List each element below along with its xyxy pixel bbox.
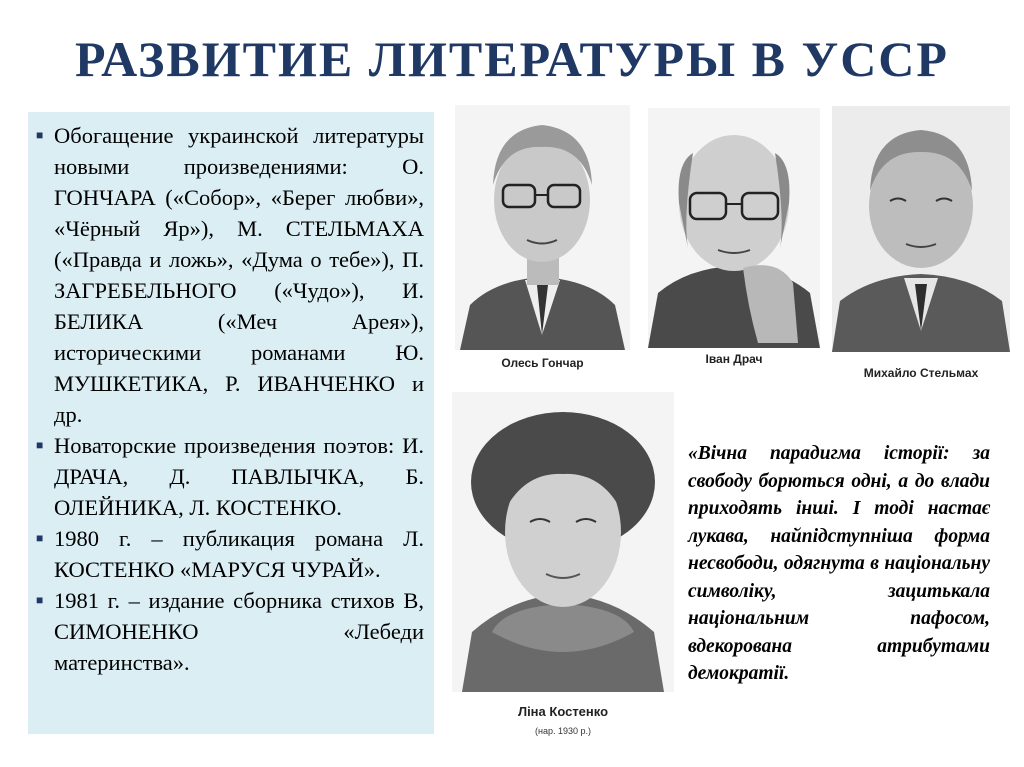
- bullet-square-icon: ■: [36, 438, 44, 452]
- caption-kostenko: Ліна Костенко: [517, 704, 609, 719]
- bullet-item: [36, 120, 424, 430]
- bullet-square-icon: ■: [36, 128, 44, 142]
- portrait-stelmakh: [832, 106, 1010, 352]
- caption-drach: Іван Драч: [705, 352, 763, 366]
- bullet-square-icon: ■: [36, 593, 44, 607]
- bullet-list-panel: [28, 112, 434, 734]
- quote-text: «Вічна парадигма історії: за свободу борються одні, а до влади приходять інші. І тоді настає лукава, найпідступніша форма несвободи, одягнута в національну символіку, зацитькала національним пафосом, вдекорована атрибутами демократії.: [688, 443, 990, 684]
- bullet-item: [36, 430, 424, 523]
- caption-honchar: Олесь Гончар: [501, 356, 584, 370]
- slide-title: РАЗВИТИЕ ЛИТЕРАТУРЫ В УССР: [75, 31, 949, 87]
- bullet-item: [36, 585, 424, 678]
- bullet-text: 1980 г. – публикация романа Л. КОСТЕНКО «МАРУСЯ ЧУРАЙ».: [54, 526, 424, 582]
- portrait-kostenko: [452, 392, 674, 692]
- bullet-text: Новаторские произведения поэтов: И. ДРАЧА, Д. ПАВЛЫЧКА, Б. ОЛЕЙНИКА, Л. КОСТЕНКО.: [54, 433, 424, 520]
- bullet-item: [36, 523, 424, 585]
- caption-kostenko-years: (нар. 1930 р.): [534, 726, 591, 736]
- caption-stelmakh: Михайло Стельмах: [863, 366, 979, 380]
- bullet-text: Обогащение украинской литературы новыми произведениями: О. ГОНЧАРА («Собор», «Берег любви», «Чёрный Яр»), М. СТЕЛЬМАХА («Правда и ложь», «Дума о тебе»), П. ЗАГРЕБЕЛЬНОГО («Чудо»), И. БЕЛИКА («Меч Арея»), историческими романами Ю. МУШКЕТИКА, Р. ИВАНЧЕНКО и др.: [54, 123, 424, 427]
- portrait-drach: [648, 108, 820, 348]
- bullet-square-icon: ■: [36, 531, 44, 545]
- bullet-text: 1981 г. – издание сборника стихов В, СИМОНЕНКО «Лебеди материнства».: [54, 588, 424, 675]
- portrait-honchar: [455, 105, 630, 350]
